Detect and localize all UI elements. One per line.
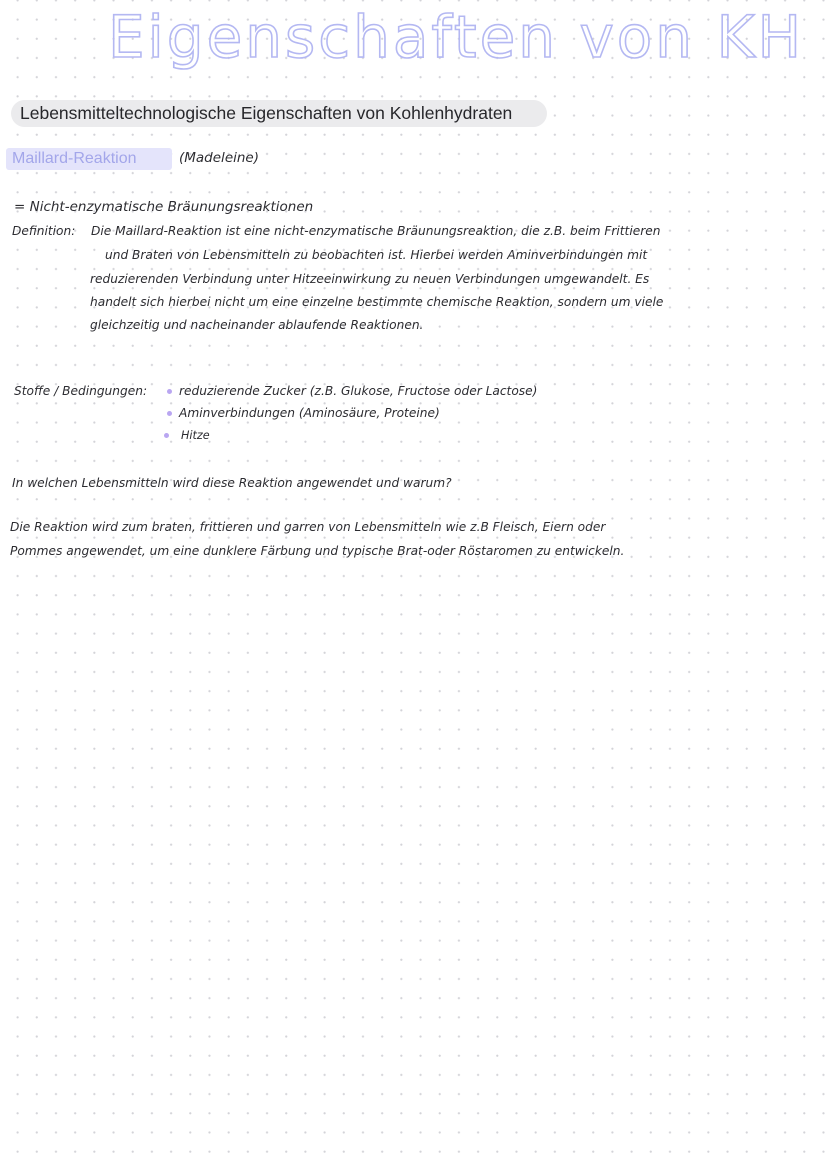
- definition-line: gleichzeitig und nacheinander ablaufende Reaktionen.: [90, 318, 424, 332]
- answer-line: Pommes angewendet, um eine dunklere Färbung und typische Brat-oder Röstaromen zu entwickeln.: [10, 544, 625, 558]
- section-heading-text: Lebensmitteltechnologische Eigenschaften von Kohlenhydraten: [20, 103, 513, 123]
- definition-line: reduzierenden Verbindung unter Hitzeeinwirkung zu neuen Verbindungen umgewandelt. Es: [90, 272, 650, 286]
- bullet-dot: [167, 389, 172, 394]
- definition-line: Die Maillard-Reaktion ist eine nicht-enzymatische Bräunungsreaktion, die z.B. beim Frittieren: [91, 224, 661, 238]
- conditions-label: Stoffe / Bedingungen:: [14, 384, 148, 398]
- definition-line: und Braten von Lebensmitteln zu beobachten ist. Hierbei werden Aminverbindungen mit: [105, 248, 648, 262]
- condition-item: reduzierende Zucker (z.B. Glukose, Fructose oder Lactose): [179, 384, 538, 398]
- synonym-line: = Nicht-enzymatische Bräunungsreaktionen: [14, 199, 314, 215]
- answer-line: Die Reaktion wird zum braten, frittieren und garren von Lebensmitteln wie z.B Fleisch, Eiern oder: [10, 520, 606, 534]
- question-line: In welchen Lebensmitteln wird diese Reaktion angewendet und warum?: [12, 476, 452, 490]
- subheading-note: (Madeleine): [179, 150, 259, 166]
- condition-item: Aminverbindungen (Aminosäure, Proteine): [179, 406, 440, 420]
- bullet-dot: [164, 433, 169, 438]
- page-title: Eigenschaften von KH: [108, 3, 805, 71]
- condition-item: Hitze: [181, 429, 210, 442]
- bullet-dot: [167, 411, 172, 416]
- subheading-text: Maillard-Reaktion: [12, 150, 137, 167]
- definition-label: Definition:: [12, 224, 76, 238]
- section-heading: [11, 100, 547, 127]
- definition-line: handelt sich hierbei nicht um eine einzelne bestimmte chemische Reaktion, sondern um viele: [90, 295, 664, 309]
- subheading-highlight: [6, 148, 172, 170]
